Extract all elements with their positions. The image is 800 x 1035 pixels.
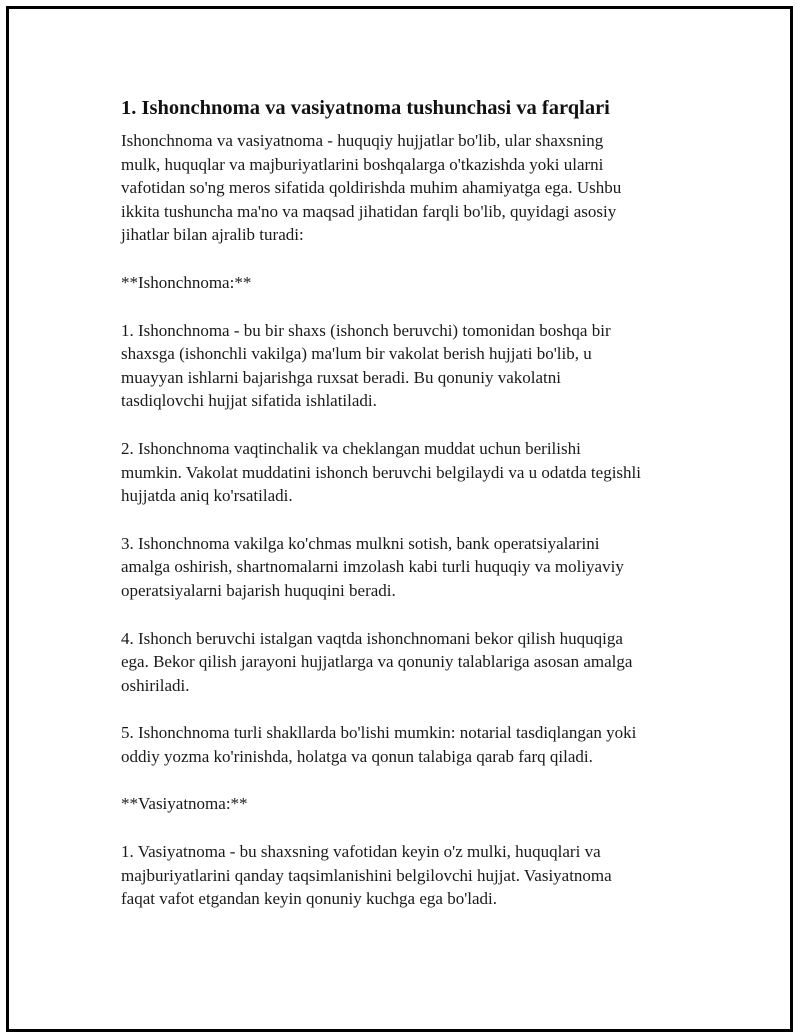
ishonchnoma-point-4: 4. Ishonch beruvchi istalgan vaqtda ishonchnomani bekor qilish huquqiga ega. Bekor qilish jarayoni hujjatlarga va qonuniy talablariga asosan amalga oshiriladi. [121,628,633,695]
ishonchnoma-point-3: 3. Ishonchnoma vakilga ko'chmas mulkni sotish, bank operatsiyalarini amalga oshirish, shartnomalarni imzolash kabi turli huquqiy va moliyaviy operatsiyalarni bajarish huquqini beradi. [121,533,624,600]
section-heading-ishonchnoma: **Ishonchnoma:** [121,272,252,292]
ishonchnoma-point-1: 1. Ishonchnoma - bu bir shaxs (ishonch beruvchi) tomonidan boshqa bir shaxsga (ishonchli vakilga) ma'lum bir vakolat berish hujjati bo'lib, u muayyan ishlarni bajarishga ruxsat beradi. Bu qonuniy vakolatni tasdiqlovchi hujjat sifatida ishlatiladi. [121,320,611,411]
document-title: 1. Ishonchnoma va vasiyatnoma tushunchasi va farqlari [121,97,610,119]
document-page [6,6,793,1032]
document-body [121,95,691,935]
intro-paragraph: Ishonchnoma va vasiyatnoma - huquqiy hujjatlar bo'lib, ular shaxsning mulk, huquqlar va majburiyatlarini boshqalarga o'tkazishda yoki ularni vafotidan so'ng meros sifatida qoldirishda muhim ahamiyatga ega. Ushbu ikkita tushuncha ma'no va maqsad jihatidan farqli bo'lib, quyidagi asosiy jihatlar bilan ajralib turadi: [121,131,622,245]
ishonchnoma-point-5: 5. Ishonchnoma turli shakllarda bo'lishi mumkin: notarial tasdiqlangan yoki oddiy yozma ko'rinishda, holatga va qonun talabiga qarab farq qiladi. [121,723,637,766]
section-heading-vasiyatnoma: **Vasiyatnoma:** [121,794,248,814]
ishonchnoma-point-2: 2. Ishonchnoma vaqtinchalik va cheklangan muddat uchun berilishi mumkin. Vakolat muddatini ishonch beruvchi belgilaydi va u odatda tegishli hujjatda aniq ko'rsatiladi. [121,438,641,506]
vasiyatnoma-point-1: 1. Vasiyatnoma - bu shaxsning vafotidan keyin o'z mulki, huquqlari va majburiyatlarini qanday taqsimlanishini belgilovchi hujjat. Vasiyatnoma faqat vafot etgandan keyin qonuniy kuchga ega bo'ladi. [121,842,612,909]
